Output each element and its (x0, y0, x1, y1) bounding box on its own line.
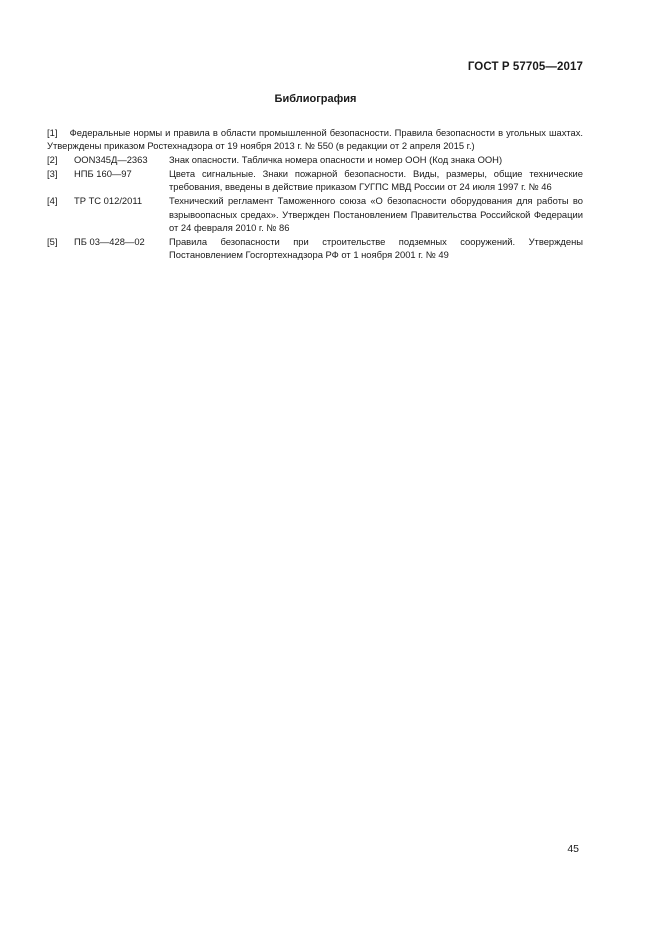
entry-code: НПБ 160—97 (74, 168, 132, 180)
bibliography-entry (47, 167, 583, 193)
entry-number: [1] (47, 127, 58, 138)
entry-text: Знак опасности. Табличка номера опасности и номер ООН (Код знака ООН) (169, 154, 503, 166)
entry-number: [5] (47, 235, 58, 247)
bibliography-entry (47, 126, 583, 152)
bibliography-entry (47, 194, 583, 233)
entry-text: Федеральные нормы и правила в области промышленной безопасности. Правила безопасности в угольных шахтах. Утверждены приказом Ростехнадзора от 19 ноября 2013 г. № 550 (в редакции от 2 апреля 2015 г.) (47, 127, 583, 152)
entry-text: Цвета сигнальные. Знаки пожарной безопасности. Виды, размеры, общие технические требования, введены в действие приказом ГУГПС МВД России от 24 июля 1997 г. № 46 (169, 168, 583, 193)
entry-text: Технический регламент Таможенного союза «О безопасности оборудования для работы во взрывоопасных средах». Утвержден Постановлением Правительства Российской Федерации от 24 февраля 2010 г. № 86 (169, 195, 583, 233)
entry-code: OON345Д—2363 (74, 154, 148, 166)
bibliography-entry (47, 153, 583, 166)
entry-number: [2] (47, 154, 58, 166)
bibliography-entry (47, 235, 583, 261)
entry-number: [3] (47, 168, 58, 180)
bibliography-list (47, 126, 583, 262)
entry-number: [4] (47, 195, 58, 207)
entry-code: ПБ 03—428—02 (74, 235, 145, 247)
page-title: Библиография (274, 93, 357, 105)
page-number: 45 (567, 843, 579, 855)
document-code: ГОСТ Р 57705—2017 (467, 61, 583, 73)
entry-text: Правила безопасности при строительстве подземных сооружений. Утверждены Постановлением Госгортехнадзора РФ от 1 ноября 2001 г. № 49 (169, 235, 583, 260)
entry-code: ТР ТС 012/2011 (74, 195, 143, 207)
